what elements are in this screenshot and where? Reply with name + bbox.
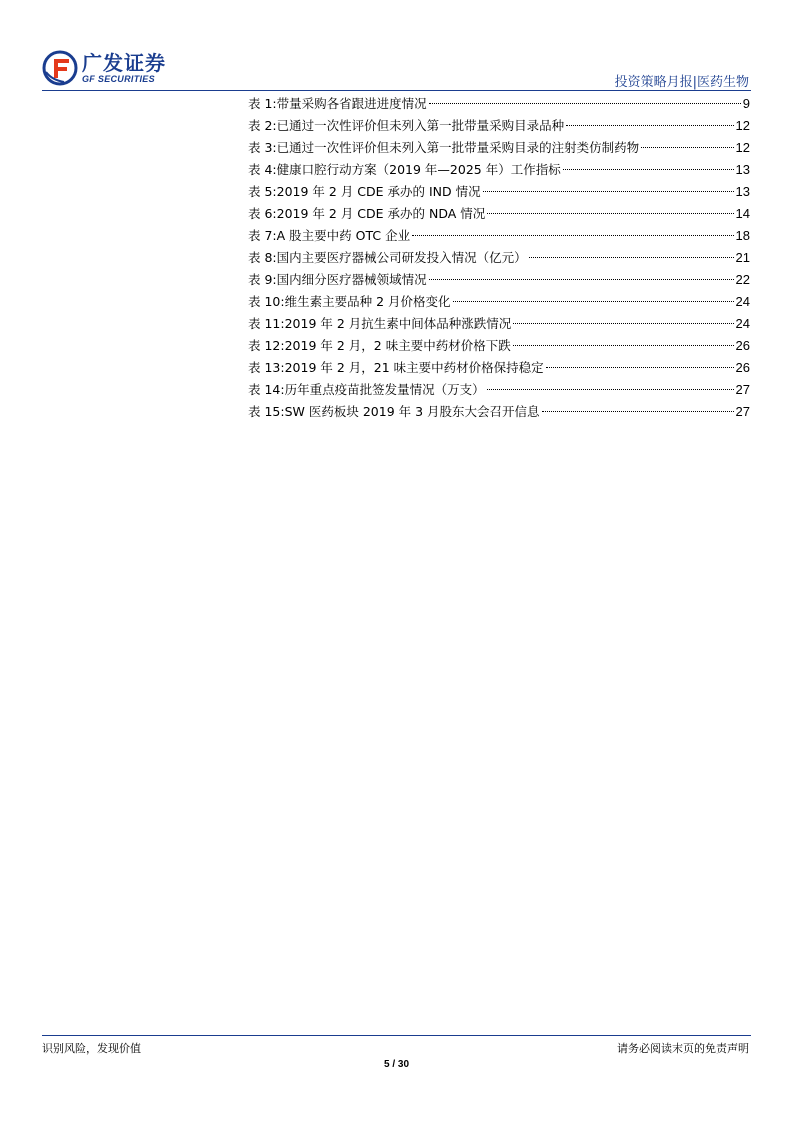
toc-entry[interactable] xyxy=(248,247,750,269)
toc-entry-page: 21 xyxy=(735,250,750,265)
toc-entry-label: 表 7: xyxy=(248,228,277,243)
toc-dot-leader xyxy=(566,125,733,126)
toc-dot-leader xyxy=(429,279,734,280)
toc-dot-leader xyxy=(453,301,734,302)
header-divider xyxy=(42,90,751,91)
toc-entry[interactable] xyxy=(248,291,750,313)
toc-entry-title: 历年重点疫苗批签发量情况（万支） xyxy=(284,382,485,397)
toc-entry-label: 表 6: xyxy=(248,206,277,221)
toc-dot-leader xyxy=(513,345,734,346)
toc-entry-title: 已通过一次性评价但未列入第一批带量采购目录品种 xyxy=(276,118,565,133)
toc-entry-title: 2019 年 2 月 CDE 承办的 NDA 情况 xyxy=(276,206,486,221)
toc-dot-leader xyxy=(563,169,734,170)
toc-entry-page: 26 xyxy=(735,360,750,375)
toc-entry-label: 表 9: xyxy=(248,272,277,287)
company-logo xyxy=(42,50,166,86)
toc-dot-leader xyxy=(429,103,741,104)
toc-dot-leader xyxy=(487,389,734,390)
toc-entry[interactable] xyxy=(248,159,750,181)
toc-entry-title: 国内细分医疗器械领域情况 xyxy=(276,272,427,287)
toc-dot-leader xyxy=(483,191,734,192)
logo-en-text: GF SECURITIES xyxy=(82,74,155,84)
toc-dot-leader xyxy=(641,147,733,148)
toc-entry-label: 表 8: xyxy=(248,250,277,265)
toc-entry[interactable] xyxy=(248,313,750,335)
toc-entry-page: 18 xyxy=(735,228,750,243)
toc-entry-page: 14 xyxy=(735,206,750,221)
toc-entry-page: 27 xyxy=(735,404,750,419)
toc-entry[interactable] xyxy=(248,225,750,247)
toc-entry-title: 2019 年 2 月 CDE 承办的 IND 情况 xyxy=(276,184,481,199)
toc-entry[interactable] xyxy=(248,203,750,225)
footer-slogan: 识别风险，发现价值 xyxy=(42,1042,141,1055)
toc-dot-leader xyxy=(487,213,733,214)
toc-entry-page: 12 xyxy=(735,140,750,155)
toc-dot-leader xyxy=(412,235,733,236)
toc-entry-label: 表 5: xyxy=(248,184,277,199)
toc-dot-leader xyxy=(542,411,734,412)
toc-entry[interactable] xyxy=(248,379,750,401)
page-number: 5 / 30 xyxy=(383,1059,410,1070)
toc-entry[interactable] xyxy=(248,93,750,115)
toc-entry-page: 13 xyxy=(735,162,750,177)
toc-entry-title: 2019 年 2 月抗生素中间体品种涨跌情况 xyxy=(284,316,512,331)
toc-entry-title: 已通过一次性评价但未列入第一批带量采购目录的注射类仿制药物 xyxy=(276,140,640,155)
toc-entry[interactable] xyxy=(248,181,750,203)
toc-entry-label: 表 1: xyxy=(248,96,277,111)
toc-entry-title: 2019 年 2 月，21 味主要中药材价格保持稳定 xyxy=(284,360,544,375)
toc-entry-label: 表 2: xyxy=(248,118,277,133)
toc-entry-page: 12 xyxy=(735,118,750,133)
toc-entry-title: 2019 年 2 月，2 味主要中药材价格下跌 xyxy=(284,338,511,353)
toc-entry-label: 表 4: xyxy=(248,162,277,177)
toc-entry-page: 9 xyxy=(742,96,750,111)
toc-entry-page: 26 xyxy=(735,338,750,353)
page-header xyxy=(0,0,793,95)
toc-entry-page: 13 xyxy=(735,184,750,199)
toc-entry[interactable] xyxy=(248,357,750,379)
toc-entry-label: 表 13: xyxy=(248,360,285,375)
table-index-list xyxy=(248,93,750,423)
toc-entry-label: 表 10: xyxy=(248,294,285,309)
toc-entry-title: A 股主要中药 OTC 企业 xyxy=(276,228,411,243)
toc-dot-leader xyxy=(546,367,734,368)
toc-entry-label: 表 12: xyxy=(248,338,285,353)
gf-logo-icon xyxy=(42,50,78,86)
logo-cn-text: 广发证券 xyxy=(82,51,166,75)
toc-entry-page: 22 xyxy=(735,272,750,287)
toc-entry-title: 健康口腔行动方案（2019 年—2025 年）工作指标 xyxy=(276,162,561,177)
toc-entry-title: 国内主要医疗器械公司研发投入情况（亿元） xyxy=(276,250,527,265)
toc-dot-leader xyxy=(529,257,734,258)
toc-entry[interactable] xyxy=(248,137,750,159)
toc-entry[interactable] xyxy=(248,269,750,291)
toc-entry-page: 27 xyxy=(735,382,750,397)
toc-entry-label: 表 14: xyxy=(248,382,285,397)
toc-entry-label: 表 11: xyxy=(248,316,285,331)
toc-entry-title: 带量采购各省跟进进度情况 xyxy=(276,96,427,111)
toc-entry-label: 表 15: xyxy=(248,404,285,419)
toc-entry-title: SW 医药板块 2019 年 3 月股东大会召开信息 xyxy=(284,404,540,419)
footer-disclaimer-note: 请务必阅读末页的免责声明 xyxy=(617,1042,749,1055)
toc-entry[interactable] xyxy=(248,115,750,137)
toc-entry-page: 24 xyxy=(735,316,750,331)
footer-divider xyxy=(42,1035,751,1036)
toc-entry[interactable] xyxy=(248,335,750,357)
toc-entry-title: 维生素主要品种 2 月价格变化 xyxy=(284,294,451,309)
toc-entry-label: 表 3: xyxy=(248,140,277,155)
toc-entry-page: 24 xyxy=(735,294,750,309)
toc-entry[interactable] xyxy=(248,401,750,423)
toc-dot-leader xyxy=(513,323,733,324)
report-type: 投资策略月报|医药生物 xyxy=(614,75,749,90)
